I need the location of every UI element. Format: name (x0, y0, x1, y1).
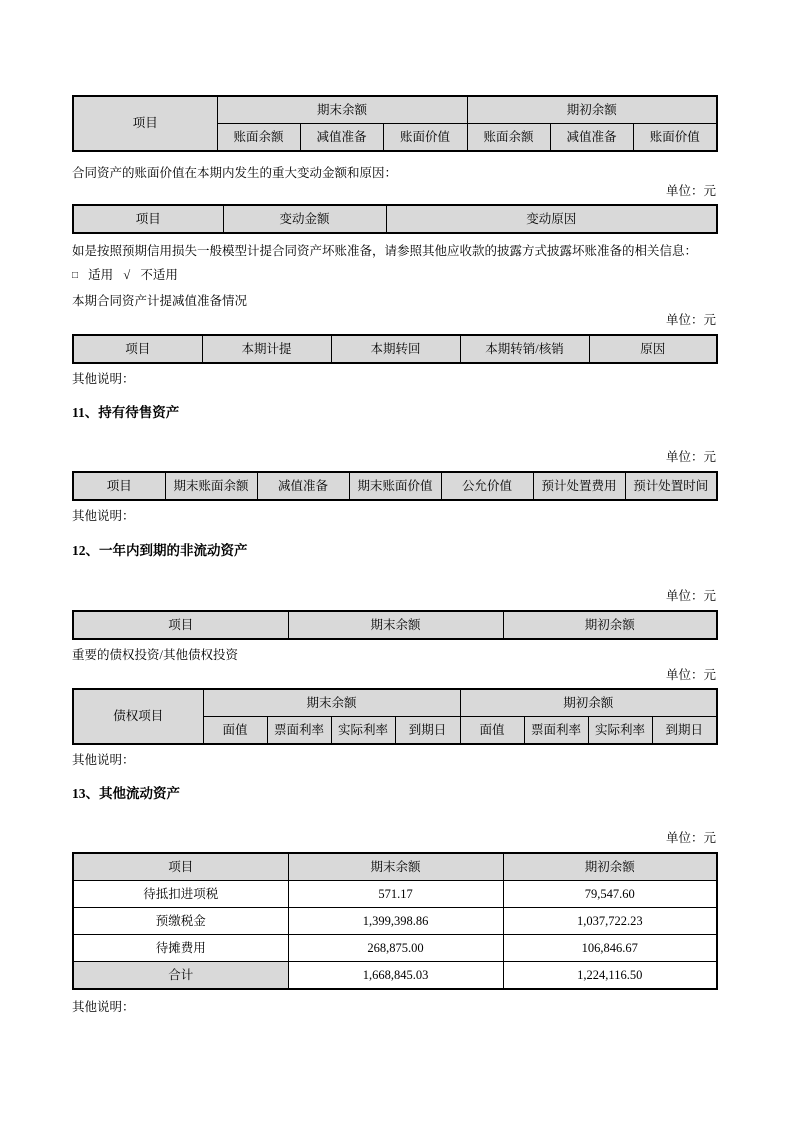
col-header-debt-item: 债权项目 (73, 689, 203, 744)
unit-label: 单位：元 (665, 831, 716, 845)
col-header-maturity-date: 到期日 (395, 717, 460, 745)
col-header-item: 项目 (73, 205, 223, 233)
row-item-label: 待抵扣进项税 (73, 881, 288, 908)
col-header-disposal-cost: 预计处置费用 (533, 472, 625, 500)
col-header-beginning-balance: 期初余额 (503, 853, 717, 881)
col-header-coupon-rate: 票面利率 (267, 717, 331, 745)
col-header-item: 项目 (73, 472, 165, 500)
col-header-book-balance: 账面余额 (217, 124, 300, 152)
col-group-ending-balance: 期末余额 (217, 96, 467, 124)
not-applicable-label: 不适用 (140, 268, 178, 282)
contract-asset-provision-table (72, 334, 718, 364)
col-header-impairment: 减值准备 (257, 472, 349, 500)
col-header-reversal: 本期转回 (331, 335, 460, 363)
col-header-book-value: 账面价值 (633, 124, 717, 152)
row-ending-value: 1,399,398.86 (288, 908, 503, 935)
table-row (73, 881, 717, 908)
unit-label: 单位：元 (665, 313, 716, 327)
unit-label: 单位：元 (665, 184, 716, 198)
col-group-beginning-balance: 期初余额 (460, 689, 717, 717)
other-current-assets-table (72, 852, 718, 990)
other-notes-label: 其他说明： (72, 509, 135, 523)
col-header-ending-balance: 期末余额 (288, 611, 503, 639)
col-header-fair-value: 公允价值 (441, 472, 533, 500)
note-debt-investment: 重要的债权投资/其他债权投资 (72, 648, 238, 662)
unit-label: 单位：元 (665, 668, 716, 682)
total-ending-value: 1,668,845.03 (288, 962, 503, 990)
col-header-ending-book-value: 期末账面价值 (349, 472, 441, 500)
col-header-change-amount: 变动金额 (223, 205, 386, 233)
debt-investment-table (72, 688, 718, 745)
applicable-label: 适用 (88, 268, 114, 282)
col-header-ending-book-balance: 期末账面余额 (165, 472, 257, 500)
col-header-disposal-time: 预计处置时间 (625, 472, 717, 500)
table-row (73, 908, 717, 935)
other-notes-label: 其他说明： (72, 372, 135, 386)
other-notes-label: 其他说明： (72, 1000, 135, 1014)
col-header-face-value: 面值 (460, 717, 524, 745)
applicability-line (72, 266, 716, 285)
col-header-book-value: 账面价值 (383, 124, 467, 152)
row-ending-value: 571.17 (288, 881, 503, 908)
row-item-label: 待摊费用 (73, 935, 288, 962)
col-header-reason: 原因 (589, 335, 717, 363)
col-header-book-balance: 账面余额 (467, 124, 550, 152)
contract-asset-change-table (72, 204, 718, 234)
section-heading-13: 13、其他流动资产 (72, 786, 180, 801)
other-notes-label: 其他说明： (72, 753, 135, 767)
col-header-item: 项目 (73, 611, 288, 639)
row-beginning-value: 1,037,722.23 (503, 908, 717, 935)
noncurrent-due-table (72, 610, 718, 640)
col-header-item: 项目 (73, 96, 217, 151)
table-row (73, 935, 717, 962)
col-group-beginning-balance: 期初余额 (467, 96, 717, 124)
col-header-beginning-balance: 期初余额 (503, 611, 717, 639)
section-heading-11: 11、持有待售资产 (72, 405, 180, 420)
row-item-label: 预缴税金 (73, 908, 288, 935)
col-header-effective-rate: 实际利率 (588, 717, 652, 745)
col-header-item: 项目 (73, 853, 288, 881)
col-header-item: 项目 (73, 335, 202, 363)
unit-label: 单位：元 (665, 450, 716, 464)
total-row (73, 962, 717, 990)
checkbox-unchecked-icon: □ (72, 270, 79, 281)
col-header-change-reason: 变动原因 (386, 205, 717, 233)
section-heading-12: 12、一年内到期的非流动资产 (72, 543, 248, 558)
col-header-impairment: 减值准备 (550, 124, 633, 152)
col-header-impairment: 减值准备 (300, 124, 383, 152)
col-header-writeoff: 本期转销/核销 (460, 335, 589, 363)
col-header-coupon-rate: 票面利率 (524, 717, 588, 745)
col-header-ending-balance: 期末余额 (288, 853, 503, 881)
unit-label: 单位：元 (665, 589, 716, 603)
row-beginning-value: 79,547.60 (503, 881, 717, 908)
contract-asset-balance-table (72, 95, 718, 152)
check-icon: √ (123, 268, 131, 282)
col-header-effective-rate: 实际利率 (331, 717, 395, 745)
row-ending-value: 268,875.00 (288, 935, 503, 962)
note-provision-status: 本期合同资产计提减值准备情况 (72, 294, 248, 308)
held-for-sale-table (72, 471, 718, 501)
col-group-ending-balance: 期末余额 (203, 689, 460, 717)
total-label: 合计 (73, 962, 288, 990)
note-contract-asset-change: 合同资产的账面价值在本期内发生的重大变动金额和原因： (72, 166, 398, 180)
total-beginning-value: 1,224,116.50 (503, 962, 717, 990)
col-header-provision: 本期计提 (202, 335, 331, 363)
row-beginning-value: 106,846.67 (503, 935, 717, 962)
col-header-maturity-date: 到期日 (652, 717, 717, 745)
note-ecl-model: 如是按照预期信用损失一般模型计提合同资产坏账准备，请参照其他应收款的披露方式披露坏账准备的相关信息： (72, 244, 698, 258)
col-header-face-value: 面值 (203, 717, 267, 745)
